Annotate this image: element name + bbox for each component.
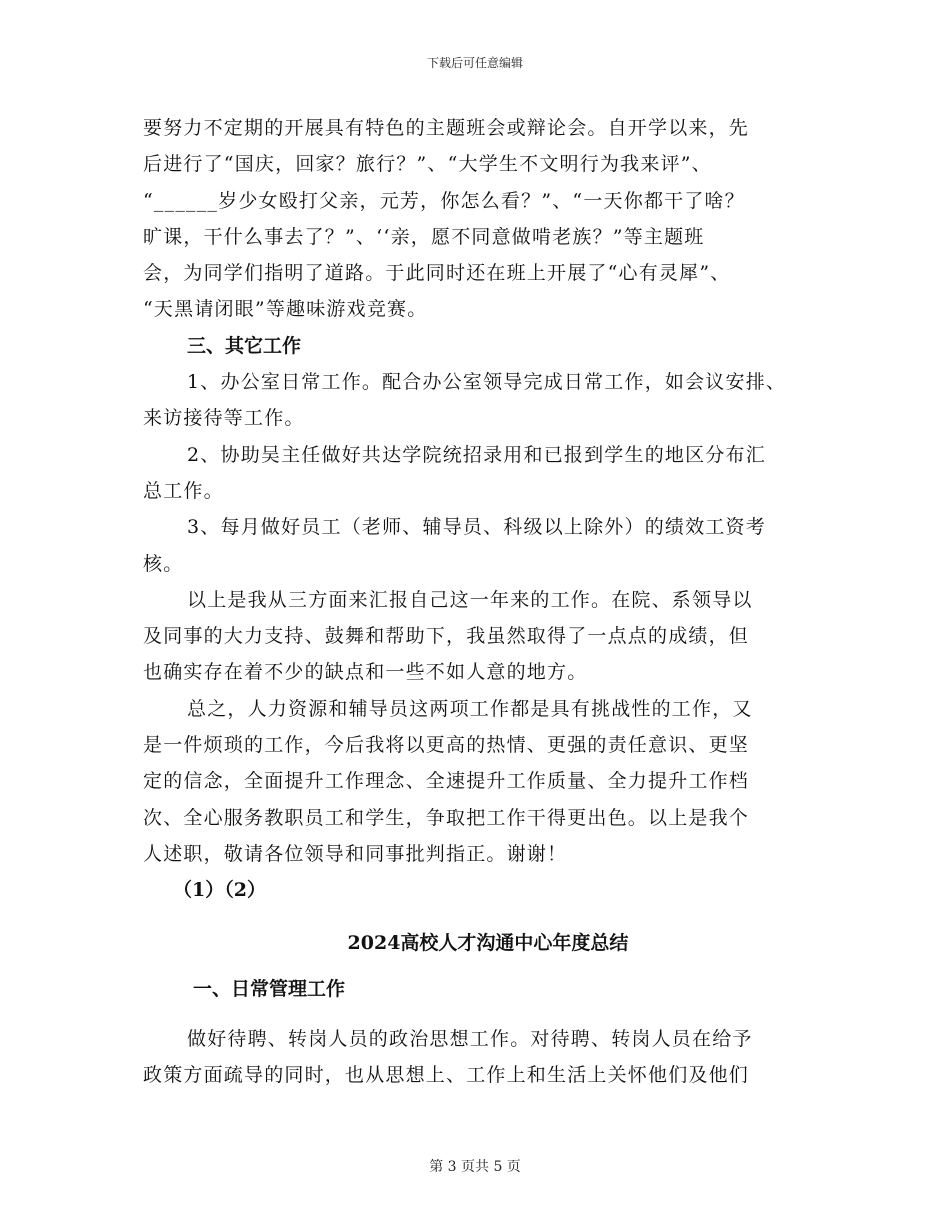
section-heading: 一、日常管理工作 bbox=[193, 977, 346, 1000]
conclusion-line: 次、全心服务教职员工和学生，争取把工作干得更出色。以上是我个 bbox=[143, 806, 750, 829]
page-header: 下载后可任意编辑 bbox=[426, 56, 523, 70]
summary-line: 也确实存在着不少的缺点和一些不如人意的地方。 bbox=[143, 661, 588, 684]
summary-line: 以上是我从三方面来汇报自己这一年来的工作。在院、系领导以 bbox=[187, 588, 753, 611]
section-heading: 三、其它工作 bbox=[187, 334, 302, 357]
summary-line: 及同事的大力支持、鼓舞和帮助下，我虽然取得了一点点的成绩，但 bbox=[143, 625, 750, 648]
page-footer: 第 3 页共 5 页 bbox=[429, 1159, 521, 1175]
list-item: 2、协助吴主任做好共达学院统招录用和已报到学生的地区分布汇 bbox=[187, 443, 766, 466]
list-item-cont: 来访接待等工作。 bbox=[143, 407, 305, 430]
body-line: 政策方面疏导的同时，也从思想上、工作上和生活上关怀他们及他们 bbox=[143, 1063, 750, 1086]
body-line: 做好待聘、转岗人员的政治思想工作。对待聘、转岗人员在给予 bbox=[187, 1027, 753, 1050]
conclusion-line: 是一件烦琐的工作，今后我将以更高的热情、更强的责任意识、更坚 bbox=[143, 734, 750, 757]
conclusion-line: 人述职，敬请各位领导和同事批判指正。谢谢！ bbox=[143, 842, 568, 865]
document-body bbox=[143, 110, 833, 1093]
body-line: 要努力不定期的开展具有特色的主题班会或辩论会。自开学以来，先 bbox=[143, 117, 750, 139]
list-item-cont: 总工作。 bbox=[143, 479, 224, 502]
document-title: 2024高校人才沟通中心年度总结 bbox=[347, 931, 629, 954]
conclusion-line: 总之，人力资源和辅导员这两项工作都是具有挑战性的工作，又 bbox=[187, 697, 753, 720]
list-item: 1、办公室日常工作。配合办公室领导完成日常工作，如会议安排、 bbox=[187, 371, 787, 394]
body-line: 后进行了“国庆，回家？旅行？”、“大学生不文明行为我来评”、 bbox=[143, 153, 712, 176]
body-line: 旷课，干什么事去了？”、‘‘亲，愿不同意做啃老族？”等主题班 bbox=[143, 225, 705, 248]
body-line: “______岁少女殴打父亲，元芳，你怎么看？”、“一天你都干了啥？ bbox=[143, 189, 745, 212]
body-line: “天黑请闭眼”等趣味游戏竞赛。 bbox=[143, 298, 428, 321]
body-line: 会，为同学们指明了道路。于此同时还在班上开展了“心有灵犀”、 bbox=[143, 262, 731, 285]
section-marker: （1）（2） bbox=[173, 879, 266, 902]
list-item: 3、每月做好员工（老师、辅导员、科级以上除外）的绩效工资考 bbox=[187, 516, 766, 539]
list-item-cont: 核。 bbox=[143, 552, 184, 575]
conclusion-line: 定的信念，全面提升工作理念、全速提升工作质量、全力提升工作档 bbox=[143, 770, 750, 793]
